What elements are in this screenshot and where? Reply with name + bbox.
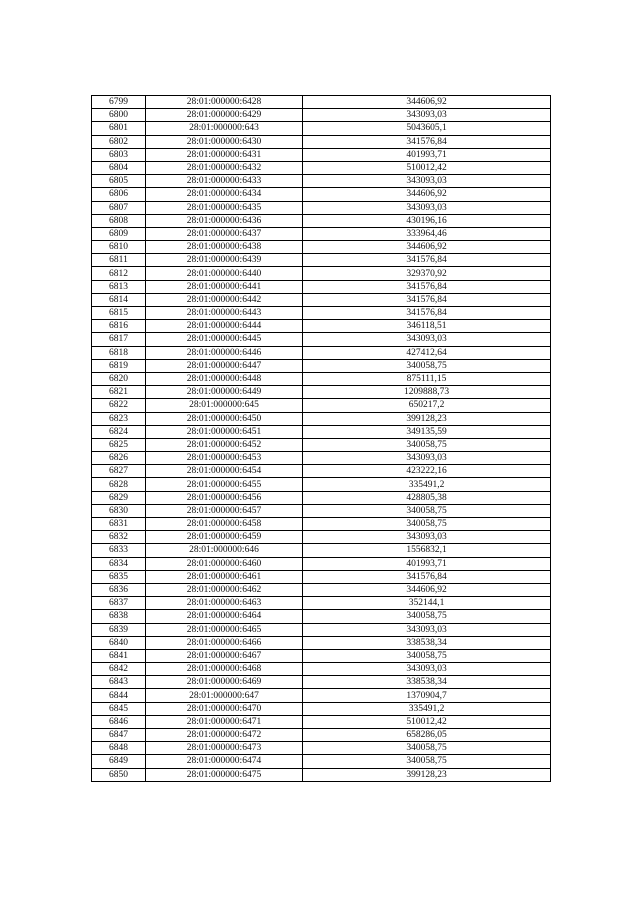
cadastral-value-cell: 340058,75 xyxy=(303,742,551,755)
table-row xyxy=(92,570,551,583)
cadastral-value-cell: 343093,03 xyxy=(303,623,551,636)
cadastral-number-cell: 28:01:000000:647 xyxy=(146,689,303,702)
table-row xyxy=(92,399,551,412)
cadastral-value-cell: 343093,03 xyxy=(303,175,551,188)
row-number-cell: 6811 xyxy=(92,254,146,267)
table-row xyxy=(92,715,551,728)
cadastral-number-cell: 28:01:000000:6475 xyxy=(146,768,303,781)
table-row xyxy=(92,557,551,570)
cadastral-number-cell: 28:01:000000:6442 xyxy=(146,293,303,306)
cadastral-value-cell: 343093,03 xyxy=(303,109,551,122)
row-number-cell: 6804 xyxy=(92,161,146,174)
table-row xyxy=(92,412,551,425)
cadastral-number-cell: 28:01:000000:6431 xyxy=(146,148,303,161)
cadastral-number-cell: 28:01:000000:6464 xyxy=(146,610,303,623)
cadastral-number-cell: 28:01:000000:6446 xyxy=(146,346,303,359)
row-number-cell: 6801 xyxy=(92,122,146,135)
cadastral-number-cell: 28:01:000000:6443 xyxy=(146,307,303,320)
cadastral-value-cell: 335491,2 xyxy=(303,702,551,715)
cadastral-number-cell: 28:01:000000:6437 xyxy=(146,227,303,240)
row-number-cell: 6840 xyxy=(92,636,146,649)
table-row xyxy=(92,122,551,135)
row-number-cell: 6829 xyxy=(92,491,146,504)
cadastral-number-cell: 28:01:000000:6460 xyxy=(146,557,303,570)
row-number-cell: 6802 xyxy=(92,135,146,148)
cadastral-value-cell: 5043605,1 xyxy=(303,122,551,135)
table-row xyxy=(92,610,551,623)
row-number-cell: 6805 xyxy=(92,175,146,188)
table-row xyxy=(92,438,551,451)
table-row xyxy=(92,702,551,715)
cadastral-number-cell: 28:01:000000:6466 xyxy=(146,636,303,649)
row-number-cell: 6826 xyxy=(92,452,146,465)
row-number-cell: 6813 xyxy=(92,280,146,293)
row-number-cell: 6821 xyxy=(92,386,146,399)
table-row xyxy=(92,333,551,346)
cadastral-number-cell: 28:01:000000:6462 xyxy=(146,583,303,596)
table-row xyxy=(92,135,551,148)
table-row xyxy=(92,346,551,359)
table-row xyxy=(92,241,551,254)
cadastral-value-cell: 340058,75 xyxy=(303,518,551,531)
table-row xyxy=(92,425,551,438)
cadastral-number-cell: 28:01:000000:6436 xyxy=(146,214,303,227)
cadastral-value-cell: 343093,03 xyxy=(303,663,551,676)
table-row xyxy=(92,768,551,781)
cadastral-number-cell: 28:01:000000:6452 xyxy=(146,438,303,451)
cadastral-value-cell: 340058,75 xyxy=(303,504,551,517)
cadastral-number-cell: 28:01:000000:6470 xyxy=(146,702,303,715)
cadastral-value-cell: 510012,42 xyxy=(303,161,551,174)
cadastral-value-cell: 428805,38 xyxy=(303,491,551,504)
cadastral-value-cell: 344606,92 xyxy=(303,188,551,201)
row-number-cell: 6842 xyxy=(92,663,146,676)
cadastral-number-cell: 28:01:000000:646 xyxy=(146,544,303,557)
table-row xyxy=(92,729,551,742)
cadastral-number-cell: 28:01:000000:6467 xyxy=(146,649,303,662)
cadastral-number-cell: 28:01:000000:6439 xyxy=(146,254,303,267)
cadastral-number-cell: 28:01:000000:6454 xyxy=(146,465,303,478)
cadastral-value-cell: 352144,1 xyxy=(303,597,551,610)
cadastral-number-cell: 28:01:000000:6473 xyxy=(146,742,303,755)
table-row xyxy=(92,531,551,544)
cadastral-value-cell: 427412,64 xyxy=(303,346,551,359)
cadastral-value-cell: 341576,84 xyxy=(303,307,551,320)
table-row xyxy=(92,465,551,478)
table-row xyxy=(92,386,551,399)
cadastral-value-cell: 1370904,7 xyxy=(303,689,551,702)
row-number-cell: 6834 xyxy=(92,557,146,570)
table-row xyxy=(92,161,551,174)
row-number-cell: 6806 xyxy=(92,188,146,201)
table-row xyxy=(92,518,551,531)
cadastral-value-cell: 341576,84 xyxy=(303,570,551,583)
row-number-cell: 6800 xyxy=(92,109,146,122)
cadastral-value-table xyxy=(91,95,551,782)
cadastral-number-cell: 28:01:000000:6472 xyxy=(146,729,303,742)
cadastral-value-cell: 401993,71 xyxy=(303,148,551,161)
cadastral-value-cell: 344606,92 xyxy=(303,583,551,596)
table-row xyxy=(92,175,551,188)
table-row xyxy=(92,96,551,109)
cadastral-value-cell: 333964,46 xyxy=(303,227,551,240)
row-number-cell: 6814 xyxy=(92,293,146,306)
cadastral-value-cell: 399128,23 xyxy=(303,412,551,425)
cadastral-number-cell: 28:01:000000:6450 xyxy=(146,412,303,425)
table-row xyxy=(92,214,551,227)
table-row xyxy=(92,188,551,201)
cadastral-number-cell: 28:01:000000:6434 xyxy=(146,188,303,201)
table-row xyxy=(92,649,551,662)
cadastral-number-cell: 28:01:000000:6459 xyxy=(146,531,303,544)
table-row xyxy=(92,583,551,596)
row-number-cell: 6808 xyxy=(92,214,146,227)
cadastral-value-cell: 341576,84 xyxy=(303,293,551,306)
row-number-cell: 6812 xyxy=(92,267,146,280)
table-row xyxy=(92,742,551,755)
cadastral-number-cell: 28:01:000000:6457 xyxy=(146,504,303,517)
cadastral-value-cell: 341576,84 xyxy=(303,254,551,267)
row-number-cell: 6820 xyxy=(92,372,146,385)
cadastral-value-cell: 338538,34 xyxy=(303,676,551,689)
table-row xyxy=(92,293,551,306)
row-number-cell: 6807 xyxy=(92,201,146,214)
cadastral-value-cell: 343093,03 xyxy=(303,452,551,465)
row-number-cell: 6849 xyxy=(92,755,146,768)
row-number-cell: 6835 xyxy=(92,570,146,583)
cadastral-value-cell: 650217,2 xyxy=(303,399,551,412)
cadastral-number-cell: 28:01:000000:6430 xyxy=(146,135,303,148)
cadastral-number-cell: 28:01:000000:6441 xyxy=(146,280,303,293)
table-row xyxy=(92,280,551,293)
table-row xyxy=(92,544,551,557)
row-number-cell: 6844 xyxy=(92,689,146,702)
cadastral-value-cell: 341576,84 xyxy=(303,135,551,148)
row-number-cell: 6841 xyxy=(92,649,146,662)
table-row xyxy=(92,267,551,280)
row-number-cell: 6810 xyxy=(92,241,146,254)
row-number-cell: 6839 xyxy=(92,623,146,636)
cadastral-number-cell: 28:01:000000:6451 xyxy=(146,425,303,438)
row-number-cell: 6809 xyxy=(92,227,146,240)
cadastral-value-cell: 875111,15 xyxy=(303,372,551,385)
row-number-cell: 6818 xyxy=(92,346,146,359)
cadastral-value-cell: 399128,23 xyxy=(303,768,551,781)
cadastral-number-cell: 28:01:000000:6440 xyxy=(146,267,303,280)
cadastral-value-cell: 349135,59 xyxy=(303,425,551,438)
cadastral-number-cell: 28:01:000000:6447 xyxy=(146,359,303,372)
row-number-cell: 6843 xyxy=(92,676,146,689)
table-row xyxy=(92,663,551,676)
row-number-cell: 6833 xyxy=(92,544,146,557)
table-row xyxy=(92,452,551,465)
cadastral-value-cell: 343093,03 xyxy=(303,531,551,544)
cadastral-value-cell: 340058,75 xyxy=(303,438,551,451)
cadastral-value-cell: 346118,51 xyxy=(303,320,551,333)
row-number-cell: 6799 xyxy=(92,96,146,109)
table-row xyxy=(92,320,551,333)
cadastral-number-cell: 28:01:000000:6448 xyxy=(146,372,303,385)
table-row xyxy=(92,307,551,320)
cadastral-number-cell: 28:01:000000:6453 xyxy=(146,452,303,465)
cadastral-number-cell: 28:01:000000:6433 xyxy=(146,175,303,188)
cadastral-value-cell: 1556832,1 xyxy=(303,544,551,557)
row-number-cell: 6822 xyxy=(92,399,146,412)
row-number-cell: 6831 xyxy=(92,518,146,531)
row-number-cell: 6803 xyxy=(92,148,146,161)
cadastral-number-cell: 28:01:000000:645 xyxy=(146,399,303,412)
cadastral-value-cell: 423222,16 xyxy=(303,465,551,478)
cadastral-value-cell: 344606,92 xyxy=(303,96,551,109)
row-number-cell: 6836 xyxy=(92,583,146,596)
row-number-cell: 6846 xyxy=(92,715,146,728)
cadastral-value-cell: 430196,16 xyxy=(303,214,551,227)
cadastral-value-cell: 341576,84 xyxy=(303,280,551,293)
table-row xyxy=(92,491,551,504)
cadastral-number-cell: 28:01:000000:6456 xyxy=(146,491,303,504)
table-row xyxy=(92,201,551,214)
cadastral-value-cell: 340058,75 xyxy=(303,755,551,768)
table-row xyxy=(92,597,551,610)
cadastral-number-cell: 28:01:000000:6458 xyxy=(146,518,303,531)
table-row xyxy=(92,109,551,122)
cadastral-value-cell: 340058,75 xyxy=(303,649,551,662)
row-number-cell: 6823 xyxy=(92,412,146,425)
cadastral-number-cell: 28:01:000000:6445 xyxy=(146,333,303,346)
row-number-cell: 6838 xyxy=(92,610,146,623)
cadastral-value-cell: 343093,03 xyxy=(303,333,551,346)
cadastral-number-cell: 28:01:000000:6463 xyxy=(146,597,303,610)
row-number-cell: 6816 xyxy=(92,320,146,333)
row-number-cell: 6848 xyxy=(92,742,146,755)
table-row xyxy=(92,359,551,372)
row-number-cell: 6825 xyxy=(92,438,146,451)
table-row xyxy=(92,372,551,385)
cadastral-value-cell: 329370,92 xyxy=(303,267,551,280)
cadastral-value-cell: 338538,34 xyxy=(303,636,551,649)
cadastral-number-cell: 28:01:000000:643 xyxy=(146,122,303,135)
cadastral-number-cell: 28:01:000000:6438 xyxy=(146,241,303,254)
table-row xyxy=(92,623,551,636)
table-row xyxy=(92,227,551,240)
cadastral-value-cell: 335491,2 xyxy=(303,478,551,491)
table-row xyxy=(92,755,551,768)
row-number-cell: 6827 xyxy=(92,465,146,478)
cadastral-value-cell: 401993,71 xyxy=(303,557,551,570)
cadastral-number-cell: 28:01:000000:6428 xyxy=(146,96,303,109)
row-number-cell: 6850 xyxy=(92,768,146,781)
row-number-cell: 6830 xyxy=(92,504,146,517)
cadastral-number-cell: 28:01:000000:6432 xyxy=(146,161,303,174)
cadastral-value-cell: 510012,42 xyxy=(303,715,551,728)
row-number-cell: 6819 xyxy=(92,359,146,372)
cadastral-number-cell: 28:01:000000:6435 xyxy=(146,201,303,214)
cadastral-number-cell: 28:01:000000:6474 xyxy=(146,755,303,768)
row-number-cell: 6847 xyxy=(92,729,146,742)
cadastral-number-cell: 28:01:000000:6471 xyxy=(146,715,303,728)
cadastral-number-cell: 28:01:000000:6465 xyxy=(146,623,303,636)
table-body xyxy=(92,96,551,782)
row-number-cell: 6824 xyxy=(92,425,146,438)
table-row xyxy=(92,478,551,491)
row-number-cell: 6837 xyxy=(92,597,146,610)
cadastral-number-cell: 28:01:000000:6461 xyxy=(146,570,303,583)
row-number-cell: 6845 xyxy=(92,702,146,715)
cadastral-value-cell: 658286,05 xyxy=(303,729,551,742)
cadastral-value-cell: 343093,03 xyxy=(303,201,551,214)
row-number-cell: 6828 xyxy=(92,478,146,491)
table-row xyxy=(92,636,551,649)
cadastral-number-cell: 28:01:000000:6429 xyxy=(146,109,303,122)
table-row xyxy=(92,504,551,517)
table-row xyxy=(92,148,551,161)
cadastral-number-cell: 28:01:000000:6449 xyxy=(146,386,303,399)
row-number-cell: 6815 xyxy=(92,307,146,320)
table-row xyxy=(92,689,551,702)
cadastral-number-cell: 28:01:000000:6444 xyxy=(146,320,303,333)
cadastral-number-cell: 28:01:000000:6468 xyxy=(146,663,303,676)
row-number-cell: 6832 xyxy=(92,531,146,544)
cadastral-value-cell: 344606,92 xyxy=(303,241,551,254)
cadastral-number-cell: 28:01:000000:6455 xyxy=(146,478,303,491)
cadastral-value-cell: 340058,75 xyxy=(303,359,551,372)
cadastral-value-cell: 1209888,73 xyxy=(303,386,551,399)
table-row xyxy=(92,676,551,689)
cadastral-number-cell: 28:01:000000:6469 xyxy=(146,676,303,689)
table-row xyxy=(92,254,551,267)
cadastral-value-cell: 340058,75 xyxy=(303,610,551,623)
row-number-cell: 6817 xyxy=(92,333,146,346)
